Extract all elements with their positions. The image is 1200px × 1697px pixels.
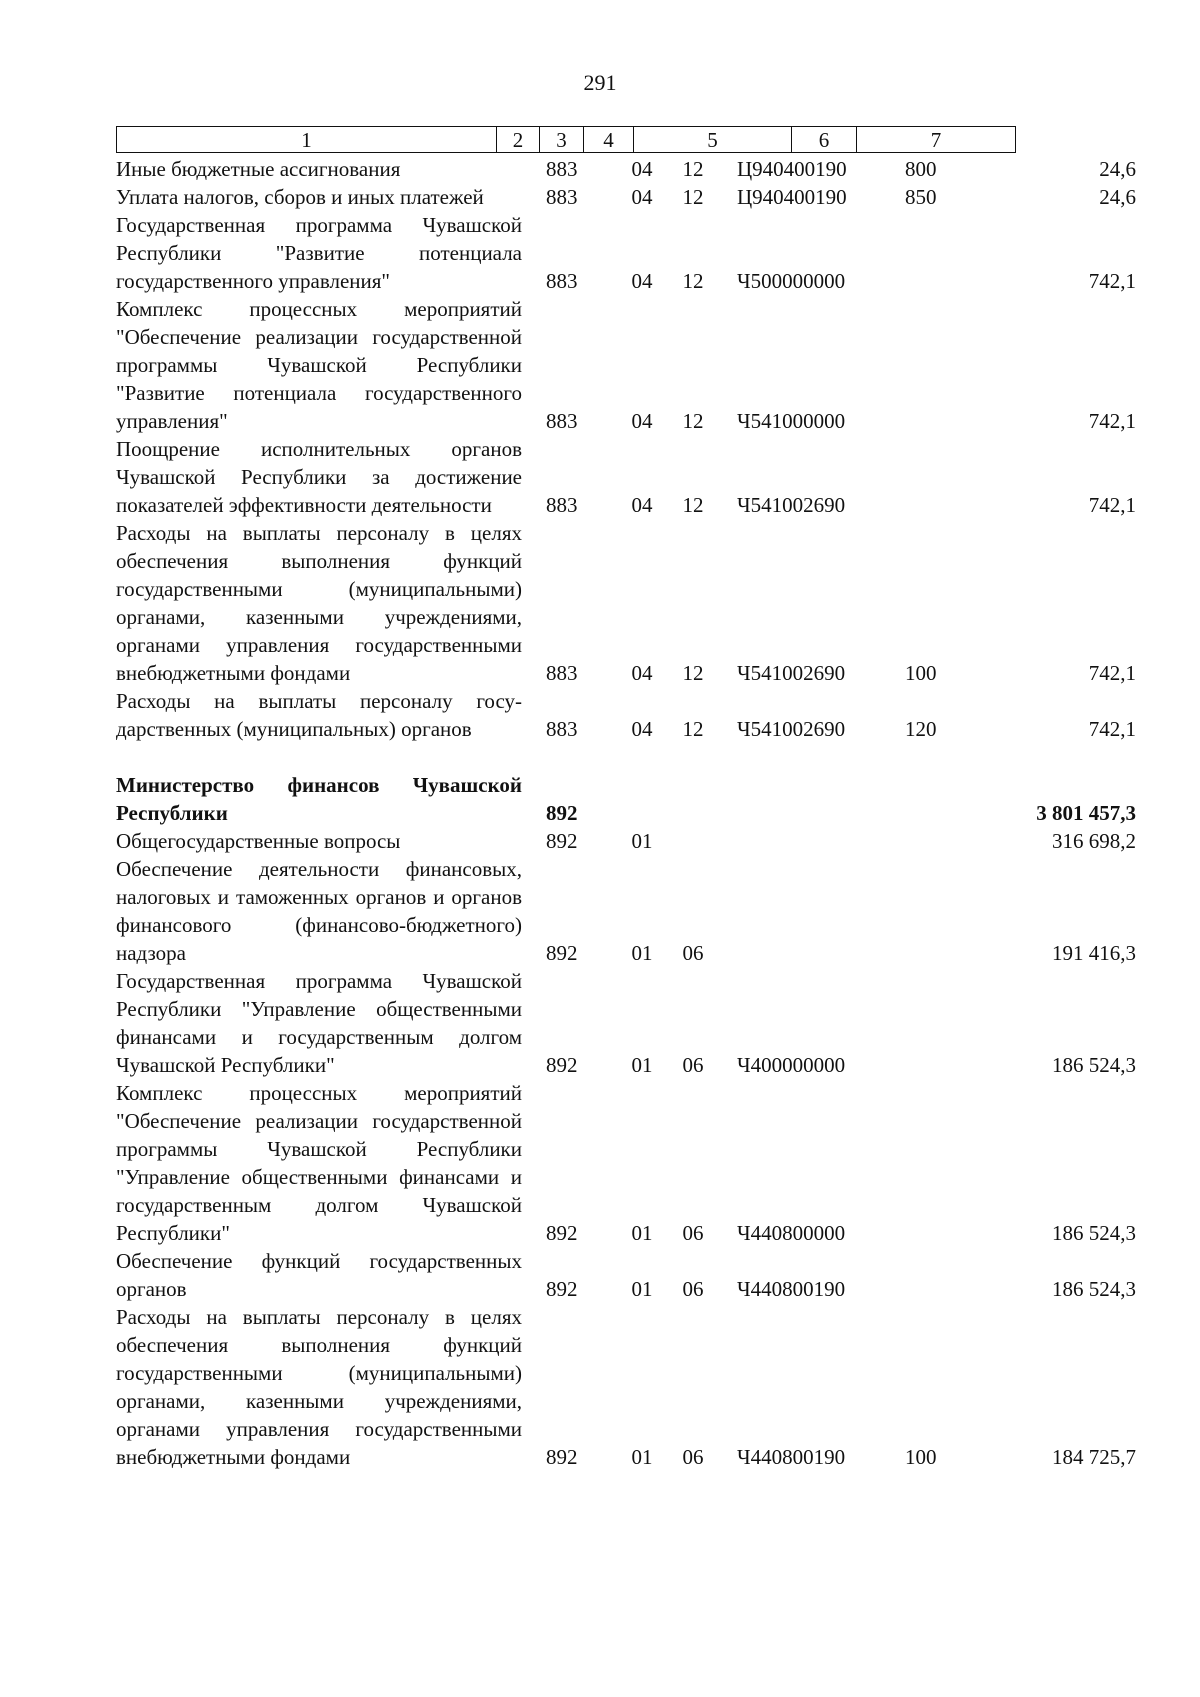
- row-subsection-code: 06: [682, 941, 704, 965]
- row-subsection-code: 12: [682, 185, 704, 209]
- table-row: [116, 967, 1136, 1079]
- row-section-code: 01: [631, 829, 653, 853]
- row-amount: 191 416,3: [1052, 941, 1136, 965]
- row-section-code: 04: [631, 185, 653, 209]
- row-department-code: 883: [546, 717, 578, 741]
- row-target-article-code: Ч500000000: [737, 269, 846, 293]
- column-header-row: [117, 127, 1016, 153]
- row-department-code: 892: [546, 801, 578, 825]
- row-target-article-code: Ч440800190: [737, 1445, 846, 1469]
- row-target-article-code: Ч440800190: [737, 1277, 846, 1301]
- row-expense-type-code: 800: [905, 157, 937, 181]
- row-description: Расходы на выплаты персоналу в целях обеспечения выполнения функций государственными (муниципальными) органами, казенными учреждениями, органами управления государственными внебюджетными фондами: [116, 521, 522, 685]
- table-row: [116, 211, 1136, 295]
- column-header-table: [116, 126, 1016, 153]
- row-amount: 3 801 457,3: [1036, 801, 1136, 825]
- row-subsection-code: 12: [682, 269, 704, 293]
- table-row: [116, 1079, 1136, 1247]
- row-subsection-code: 12: [682, 661, 704, 685]
- row-department-code: 883: [546, 269, 578, 293]
- row-subsection-code: 12: [682, 717, 704, 741]
- row-description: Комплекс процессных мероприятий "Обеспечение реализации государственной программы Чувашской Республики "Развитие потенциала государственного управления": [116, 297, 522, 433]
- row-amount: 184 725,7: [1052, 1445, 1136, 1469]
- row-section-code: 01: [631, 1277, 653, 1301]
- column-header-7: 7: [857, 127, 1016, 153]
- row-section-code: 04: [631, 269, 653, 293]
- row-expense-type-code: 100: [905, 1445, 937, 1469]
- row-subsection-code: 06: [682, 1221, 704, 1245]
- row-section-code: 01: [631, 1445, 653, 1469]
- row-subsection-code: 06: [682, 1277, 704, 1301]
- row-department-code: 892: [546, 1053, 578, 1077]
- row-amount: 186 524,3: [1052, 1221, 1136, 1245]
- row-amount: 316 698,2: [1052, 829, 1136, 853]
- row-amount: 24,6: [1099, 157, 1136, 181]
- row-section-code: 04: [631, 661, 653, 685]
- table-row: [116, 1303, 1136, 1471]
- row-description: Министерство финансов Чувашской Республики: [116, 773, 522, 825]
- row-section-code: 04: [631, 717, 653, 741]
- row-department-code: 892: [546, 829, 578, 853]
- row-department-code: 892: [546, 1221, 578, 1245]
- row-department-code: 892: [546, 1445, 578, 1469]
- row-department-code: 892: [546, 941, 578, 965]
- page-number: 291: [583, 70, 617, 95]
- row-department-code: 892: [546, 1277, 578, 1301]
- row-subsection-code: 06: [682, 1445, 704, 1469]
- row-section-code: 04: [631, 157, 653, 181]
- row-amount: 742,1: [1088, 269, 1136, 293]
- row-section-code: 04: [631, 493, 653, 517]
- row-subsection-code: 12: [682, 157, 704, 181]
- table-row: [116, 687, 1136, 743]
- row-target-article-code: Ч440800000: [737, 1221, 846, 1245]
- row-description: Обеспечение деятельности финансовых, налоговых и таможенных органов и органов финансового (финансово-бюджетного) надзора: [116, 857, 522, 965]
- row-target-article-code: Ц940400190: [737, 185, 847, 209]
- row-target-article-code: Ч541002690: [737, 493, 846, 517]
- row-section-code: 01: [631, 1053, 653, 1077]
- row-section-code: 01: [631, 941, 653, 965]
- row-subsection-code: 06: [682, 1053, 704, 1077]
- row-target-article-code: Ч541002690: [737, 661, 846, 685]
- column-header-6: 6: [792, 127, 857, 153]
- row-description: Расходы на выплаты персоналу в целях обеспечения выполнения функций государственными (муниципальными) органами, казенными учреждениями, органами управления государственными внебюджетными фондами: [116, 1305, 522, 1469]
- row-section-code: 04: [631, 409, 653, 433]
- row-target-article-code: Ч541002690: [737, 717, 846, 741]
- row-department-code: 883: [546, 661, 578, 685]
- row-target-article-code: Ч400000000: [737, 1053, 846, 1077]
- row-department-code: 883: [546, 409, 578, 433]
- row-department-code: 883: [546, 157, 578, 181]
- table-row: [116, 827, 1136, 855]
- table-row: [116, 855, 1136, 967]
- row-description: Комплекс процессных мероприятий "Обеспечение реализации государственной программы Чувашской Республики "Управление общественными финансами и государственным долгом Чувашской Республики": [116, 1081, 522, 1245]
- row-amount: 742,1: [1088, 493, 1136, 517]
- table-row: [116, 519, 1136, 687]
- row-amount: 186 524,3: [1052, 1053, 1136, 1077]
- row-amount: 742,1: [1088, 661, 1136, 685]
- column-header-1: 1: [117, 127, 497, 153]
- row-description: Иные бюджетные ассигнования: [116, 157, 401, 181]
- row-expense-type-code: 850: [905, 185, 937, 209]
- row-description: Государственная программа Чувашской Республики "Развитие потенциала государственного управления": [116, 213, 522, 293]
- row-subsection-code: 12: [682, 493, 704, 517]
- column-header-4: 4: [584, 127, 634, 153]
- column-header-2: 2: [497, 127, 540, 153]
- row-department-code: 883: [546, 185, 578, 209]
- row-subsection-code: 12: [682, 409, 704, 433]
- row-description: Расходы на выплаты персоналу государственных (муниципальных) органов: [116, 689, 522, 741]
- budget-rows: [116, 155, 1136, 1471]
- row-expense-type-code: 120: [905, 717, 937, 741]
- row-description: Уплата налогов, сборов и иных платежей: [116, 185, 484, 209]
- row-description: Обеспечение функций государственных органов: [116, 1249, 522, 1301]
- table-row: [116, 1247, 1136, 1303]
- row-description: Общегосударственные вопросы: [116, 829, 401, 853]
- column-header-5: 5: [634, 127, 792, 153]
- table-row: [116, 771, 1136, 827]
- row-amount: 24,6: [1099, 185, 1136, 209]
- table-row: [116, 295, 1136, 435]
- row-amount: 742,1: [1088, 717, 1136, 741]
- table-row: [116, 183, 1136, 211]
- table-row: [116, 155, 1136, 183]
- table-row: [116, 435, 1136, 519]
- row-target-article-code: Ц940400190: [737, 157, 847, 181]
- row-amount: 186 524,3: [1052, 1277, 1136, 1301]
- row-description: Государственная программа Чувашской Республики "Управление общественными финансами и государственным долгом Чувашской Республики": [116, 969, 522, 1077]
- column-header-3: 3: [540, 127, 584, 153]
- row-description: Поощрение исполнительных органов Чувашской Республики за достижение показателей эффективности деятельности: [116, 437, 522, 517]
- row-section-code: 01: [631, 1221, 653, 1245]
- row-target-article-code: Ч541000000: [737, 409, 846, 433]
- row-expense-type-code: 100: [905, 661, 937, 685]
- row-department-code: 883: [546, 493, 578, 517]
- row-amount: 742,1: [1088, 409, 1136, 433]
